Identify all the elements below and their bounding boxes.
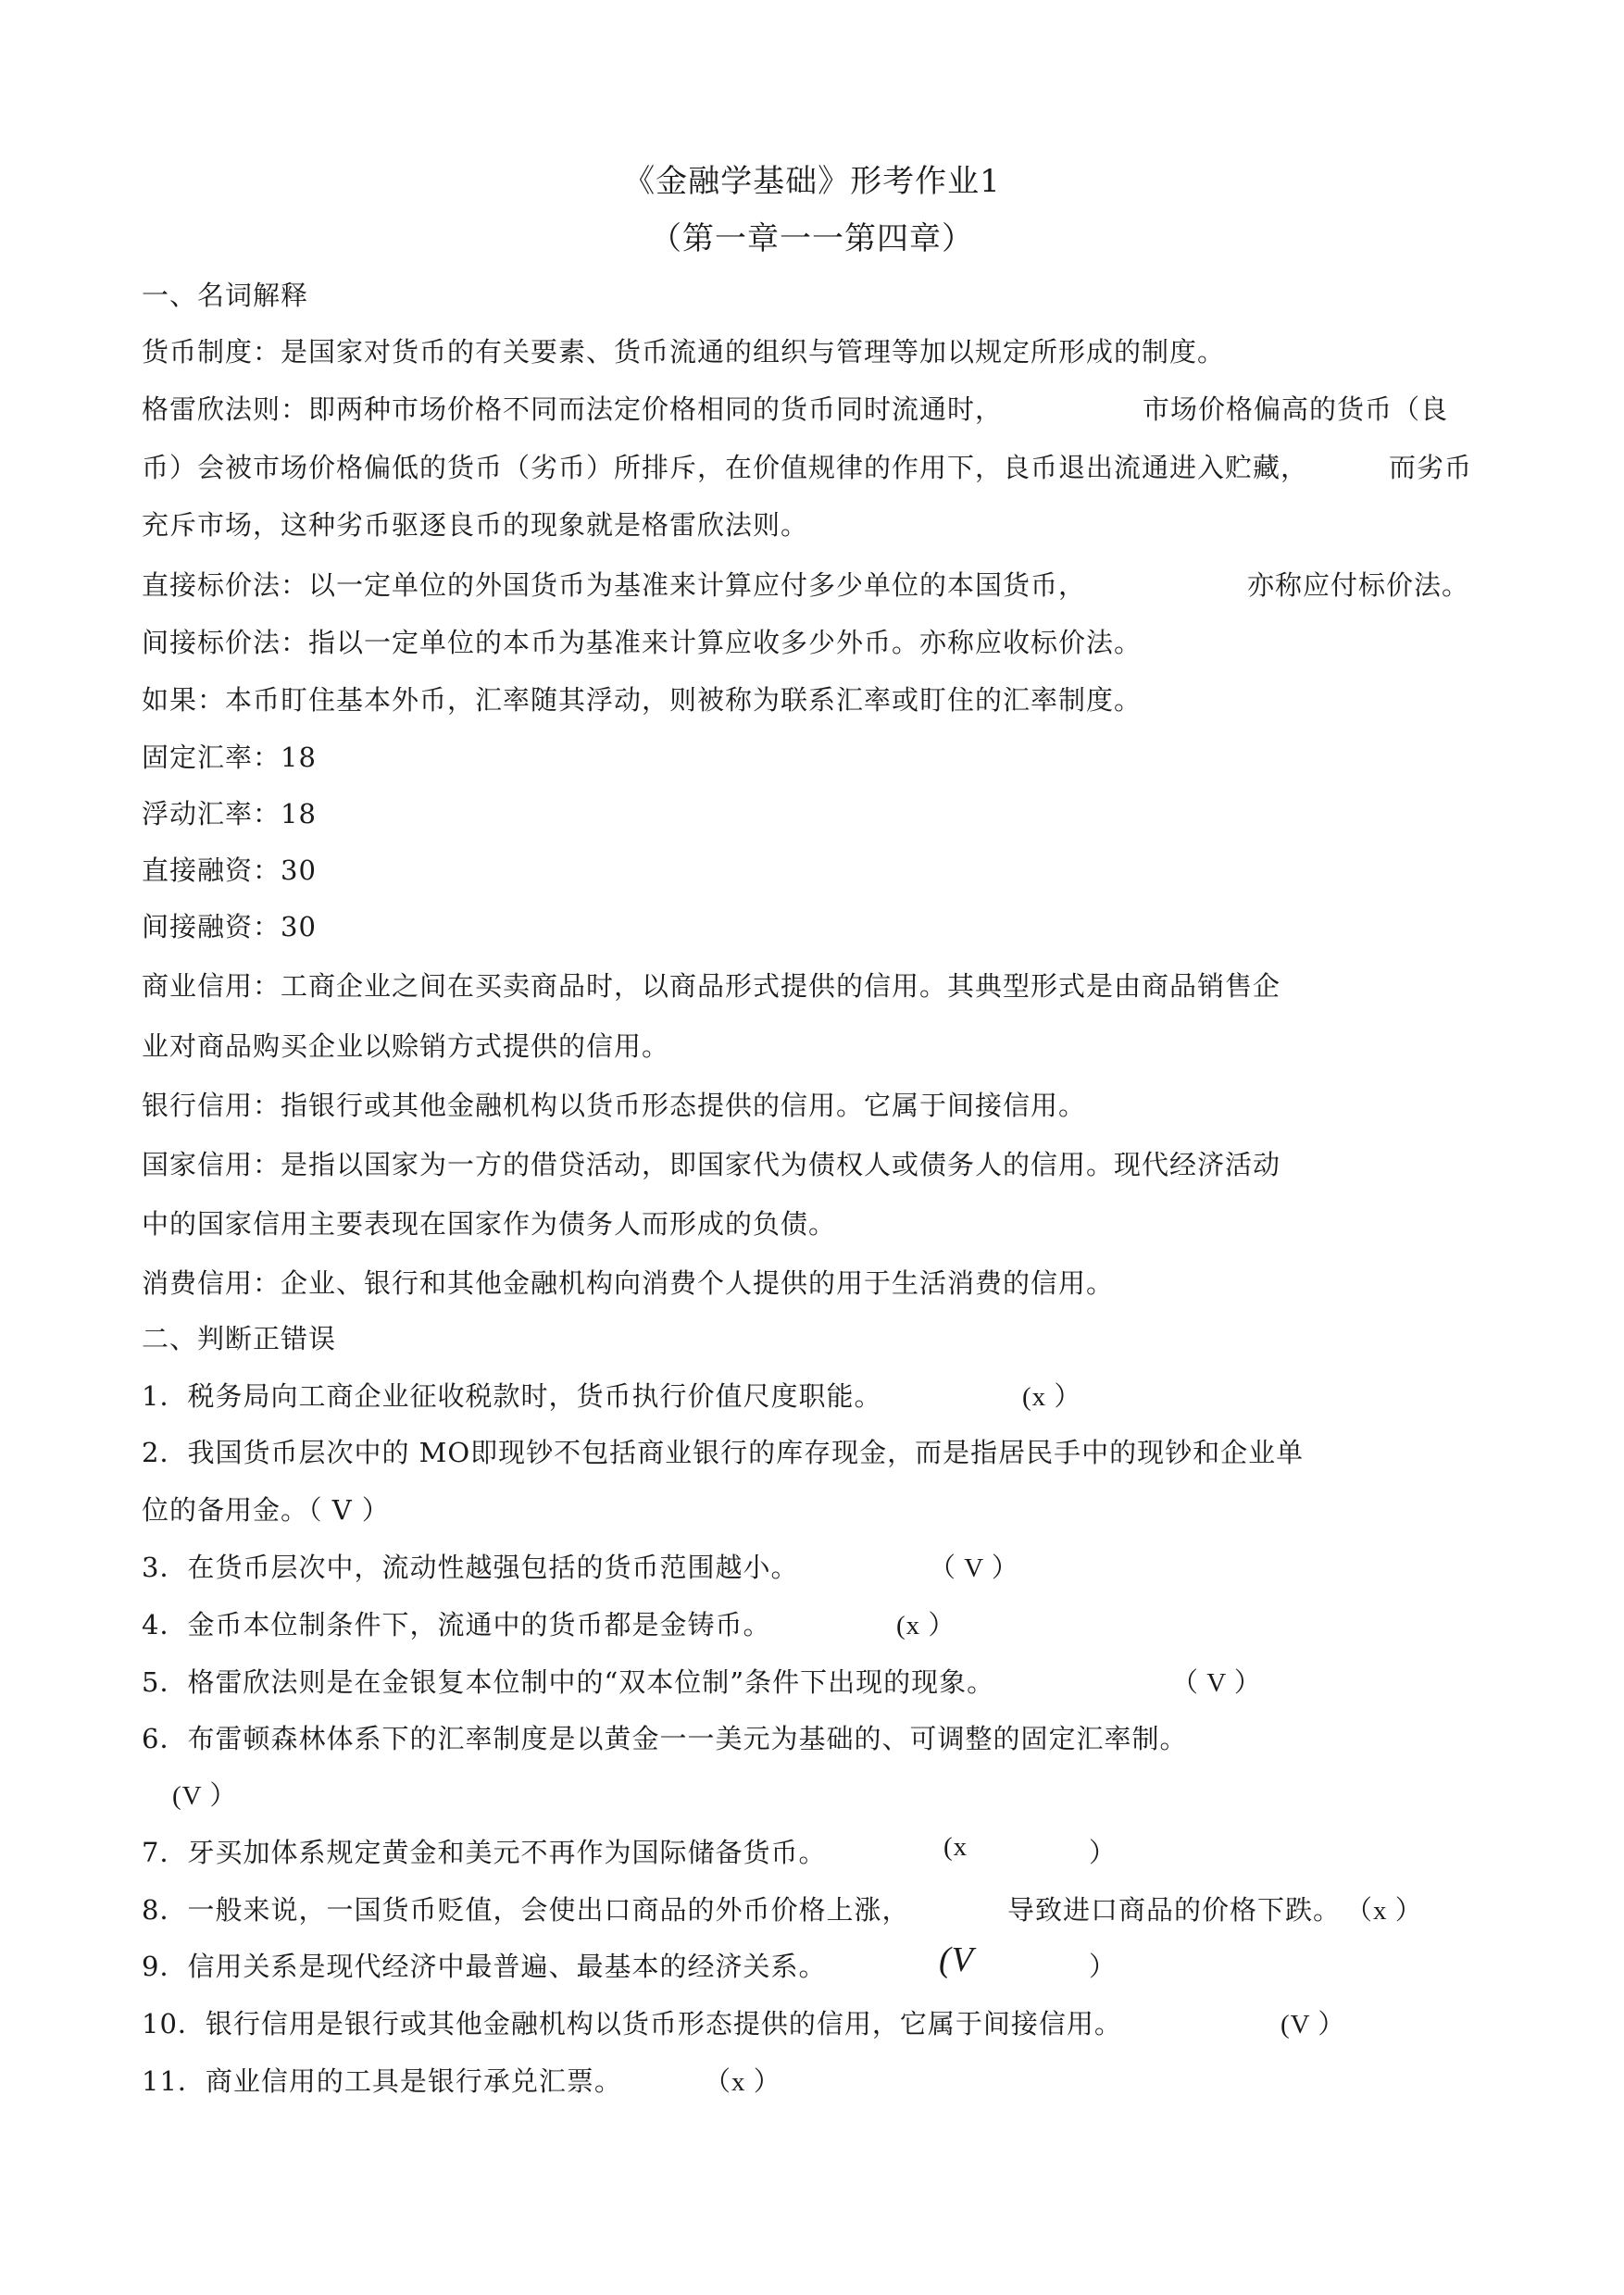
document-title: 《金融学基础》形考作业1	[623, 163, 1001, 200]
definition-state-credit-line2: 中的国家信用主要表现在国家作为债务人而形成的负债。	[142, 1208, 837, 1240]
judgment-q11-mark: （x ）	[704, 2067, 781, 2097]
definition-gresham-line3: 充斥市场，这种劣币驱逐良币的现象就是格雷欣法则。	[142, 509, 809, 541]
judgment-q9: 9．信用关系是现代经济中最普遍、最基本的经济关系。	[142, 1951, 827, 1982]
definition-gresham-line2-end: 而劣币	[1389, 452, 1473, 483]
judgment-q3: 3．在货币层次中，流动性越强包括的货币范围越小。	[142, 1552, 799, 1583]
definition-gresham-line1-end: 市场价格偏高的货币（良	[1143, 393, 1449, 425]
definition-state-credit-line1: 国家信用：是指以国家为一方的借贷活动，即国家代为债权人或债务人的信用。现代经济活动	[142, 1149, 1281, 1180]
judgment-q1: 1．税务局向工商企业征收税款时，货币执行价值尺度职能。	[142, 1380, 882, 1412]
definition-direct-quote-end: 亦称应付标价法。	[1247, 569, 1470, 601]
judgment-q8-end: 导致进口商品的价格下跌。	[1007, 1894, 1342, 1926]
judgment-q3-mark: （ V ）	[929, 1553, 1019, 1583]
judgment-q2-line1: 2．我国货币层次中的 MO即现钞不包括商业银行的库存现金，而是指居民手中的现钞和企业单	[142, 1437, 1305, 1468]
judgment-q2-line2: 位的备用金。（ V ）	[142, 1494, 390, 1526]
definition-gresham-line2: 币）会被市场价格偏低的货币（劣币）所排斥，在价值规律的作用下，良币退出流通进入贮藏，	[142, 452, 1309, 483]
judgment-q9-mark-close: ）	[1089, 1952, 1118, 1982]
judgment-q6: 6．布雷顿森林体系下的汇率制度是以黄金一一美元为基础的、可调整的固定汇率制。	[142, 1723, 1188, 1754]
definition-bank-credit: 银行信用：指银行或其他金融机构以货币形态提供的信用。它属于间接信用。	[142, 1090, 1087, 1121]
judgment-q1-mark: (x ）	[1022, 1382, 1082, 1412]
judgment-q7: 7．牙买加体系规定黄金和美元不再作为国际储备货币。	[142, 1837, 827, 1868]
document-subtitle: （第一章一一第四章）	[650, 220, 974, 257]
judgment-q10-mark: (V ）	[1280, 2010, 1346, 2039]
definition-currency-system: 货币制度：是国家对货币的有关要素、货币流通的组织与管理等加以规定所形成的制度。	[142, 336, 1226, 368]
judgment-q7-mark-close: ）	[1089, 1839, 1118, 1868]
definition-commercial-credit-line2: 业对商品购买企业以赊销方式提供的信用。	[142, 1030, 670, 1062]
judgment-q7-mark-open: (x	[943, 1832, 968, 1862]
definition-direct-quote: 直接标价法：以一定单位的外国货币为基准来计算应付多少单位的本国货币，	[142, 569, 1087, 601]
judgment-q8-mark: （x ）	[1345, 1896, 1423, 1926]
judgment-q6-mark: (V ）	[172, 1781, 238, 1811]
judgment-q8: 8．一般来说，一国货币贬值，会使出口商品的外币价格上涨，	[142, 1894, 910, 1926]
section1-heading: 一、名词解释	[142, 280, 309, 311]
definition-floating-rate: 浮动汇率：18	[142, 798, 317, 829]
judgment-q4-mark: (x ）	[896, 1611, 956, 1640]
definition-peg: 如果：本币盯住基本外币，汇率随其浮动，则被称为联系汇率或盯住的汇率制度。	[142, 684, 1143, 716]
definition-indirect-finance: 间接融资：30	[142, 911, 317, 942]
definition-direct-finance: 直接融资：30	[142, 854, 317, 886]
judgment-q5-mark: （ V ）	[1171, 1668, 1262, 1698]
section2-heading: 二、判断正错误	[142, 1323, 337, 1354]
definition-fixed-rate: 固定汇率：18	[142, 742, 317, 773]
definition-indirect-quote: 间接标价法：指以一定单位的本币为基准来计算应收多少外币。亦称应收标价法。	[142, 627, 1143, 658]
definition-consumer-credit: 消费信用：企业、银行和其他金融机构向消费个人提供的用于生活消费的信用。	[142, 1267, 1115, 1299]
judgment-q5: 5．格雷欣法则是在金银复本位制中的“双本位制”条件下出现的现象。	[142, 1666, 995, 1698]
judgment-q4: 4．金币本位制条件下，流通中的货币都是金铸币。	[142, 1609, 771, 1640]
judgment-q10: 10．银行信用是银行或其他金融机构以货币形态提供的信用，它属于间接信用。	[142, 2008, 1122, 2039]
definition-gresham-line1: 格雷欣法则：即两种市场价格不同而法定价格相同的货币同时流通时，	[142, 393, 1004, 425]
definition-commercial-credit-line1: 商业信用：工商企业之间在买卖商品时，以商品形式提供的信用。其典型形式是由商品销售企	[142, 970, 1281, 1002]
judgment-q11: 11．商业信用的工具是银行承兑汇票。	[142, 2065, 622, 2097]
judgment-q9-mark-open: (V	[939, 1940, 974, 1979]
